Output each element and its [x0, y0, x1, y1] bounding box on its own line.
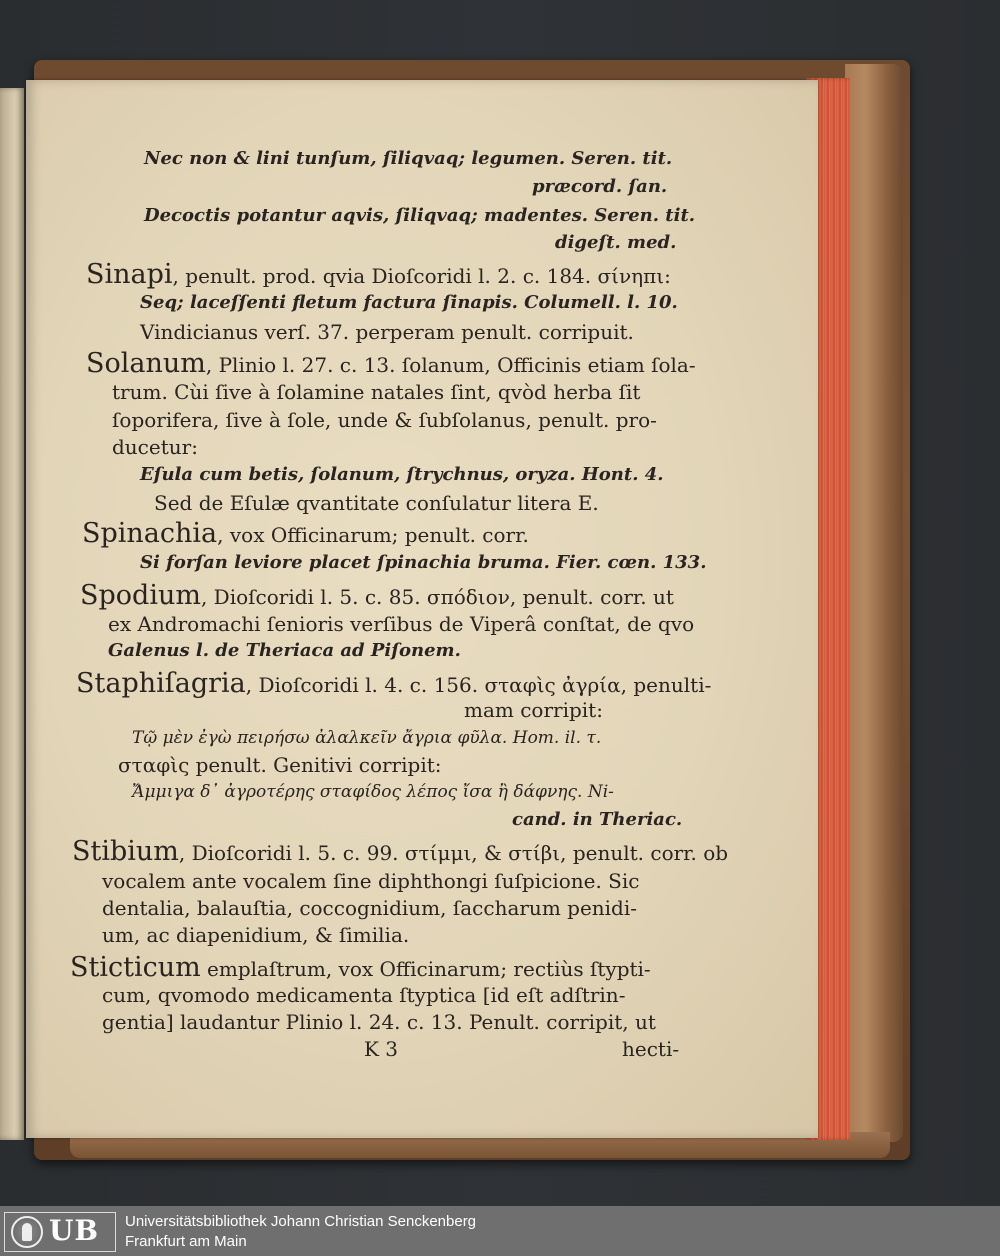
headword: Stibium [72, 836, 179, 867]
text-line: Sinapi, penult. prod. qvia Dioſcoridi l. 2. c. 184. σίνηπι: [86, 259, 671, 290]
library-city: Frankfurt am Main [125, 1233, 247, 1250]
text-line: Sticticum emplaſtrum, vox Officinarum; rectiùs ſtypti- [70, 952, 651, 983]
text-line: Solanum, Plinio l. 27. c. 13. ſolanum, Officinis etiam ſola- [86, 348, 696, 379]
library-name: Universitätsbibliothek Johann Christian Senckenberg [125, 1213, 477, 1230]
text-line: ſoporifera, ſive à ſole, unde & ſubſolanus, penult. pro- [112, 408, 657, 432]
signature-mark: K 3 [364, 1037, 399, 1061]
catchword: hecti- [622, 1037, 680, 1061]
text-line: trum. Cùi ſive à ſolamine natales ſint, qvòd herba ſit [112, 380, 641, 404]
text-line: ex Andromachi ſenioris verſibus de Viperâ conſtat, de qvo [108, 612, 695, 636]
text-line: Si forſan leviore placet ſpinachia bruma. Fier. cœn. 133. [140, 552, 707, 573]
text-line: Staphiſagria, Dioſcoridi l. 4. c. 156. σταφὶς ἀγρία, penulti- [76, 668, 712, 699]
library-footer-bar [0, 1206, 1000, 1256]
book-page [26, 80, 818, 1138]
headword: Spodium [80, 580, 201, 611]
text-line: Stibium, Dioſcoridi l. 5. c. 99. στίμμι, & στίβι, penult. corr. ob [72, 836, 729, 867]
text-line: Sed de Eſulæ qvantitate conſulatur litera E. [154, 491, 599, 515]
headword: Sinapi [86, 259, 173, 290]
previous-page-edge [0, 88, 24, 1140]
text-line: vocalem ante vocalem ſine diphthongi ſuſpicione. Sic [102, 869, 640, 893]
text-line: Spinachia, vox Officinarum; penult. corr. [82, 518, 529, 549]
text-line: Ἄμμιγα δ᾽ ἀγροτέρης σταφίδος λέπος ἴσα ἢ δάφνης. Ni- [132, 782, 614, 802]
text-line: ducetur: [112, 435, 198, 459]
text-line: Seq; laceſſenti fletum factura ſinapis. Columell. l. 10. [140, 292, 678, 313]
headword: Spinachia [82, 518, 218, 549]
text-line: Spodium, Dioſcoridi l. 5. c. 85. σπόδιον, penult. corr. ut [80, 580, 674, 611]
text-line: præcord. ſan. [532, 176, 668, 197]
text-line: cand. in Theriac. [512, 809, 683, 830]
text-line: Eſula cum betis, ſolanum, ſtrychnus, oryza. Hont. 4. [140, 464, 664, 485]
library-logo[interactable] [4, 1212, 116, 1252]
text-line: Vindicianus verſ. 37. perperam penult. corripuit. [140, 320, 634, 344]
headword: Sticticum [70, 952, 201, 983]
headword: Solanum [86, 348, 206, 379]
logo-text: UB [49, 1214, 100, 1247]
binding-spine-right [845, 64, 903, 1142]
text-line: gentia] laudantur Plinio l. 24. c. 13. Penult. corripit, ut [102, 1010, 656, 1034]
text-line: Galenus l. de Theriaca ad Piſonem. [108, 640, 461, 661]
text-line: σταφὶς penult. Genitivi corripit: [118, 753, 442, 777]
text-line: digeſt. med. [555, 232, 677, 253]
text-line: Τῷ μὲν ἐγὼ πειρήσω ἀλαλκεῖν ἄγρια φῦλα. Hom. il. τ. [132, 728, 602, 748]
text-line: Nec non & lini tunſum, ſiliqvaq; legumen. Seren. tit. [144, 148, 673, 169]
text-line: dentalia, balauſtia, coccognidium, ſaccharum penidi- [102, 896, 638, 920]
text-line: cum, qvomodo medicamenta ſtyptica [id eſt adſtrin- [102, 983, 626, 1007]
seal-icon [11, 1216, 43, 1248]
headword: Staphiſagria [76, 668, 246, 699]
text-line: mam corripit: [464, 698, 603, 722]
text-line: um, ac diapenidium, & ſimilia. [102, 923, 410, 947]
text-line: Decoctis potantur aqvis, ſiliqvaq; madentes. Seren. tit. [144, 205, 696, 226]
